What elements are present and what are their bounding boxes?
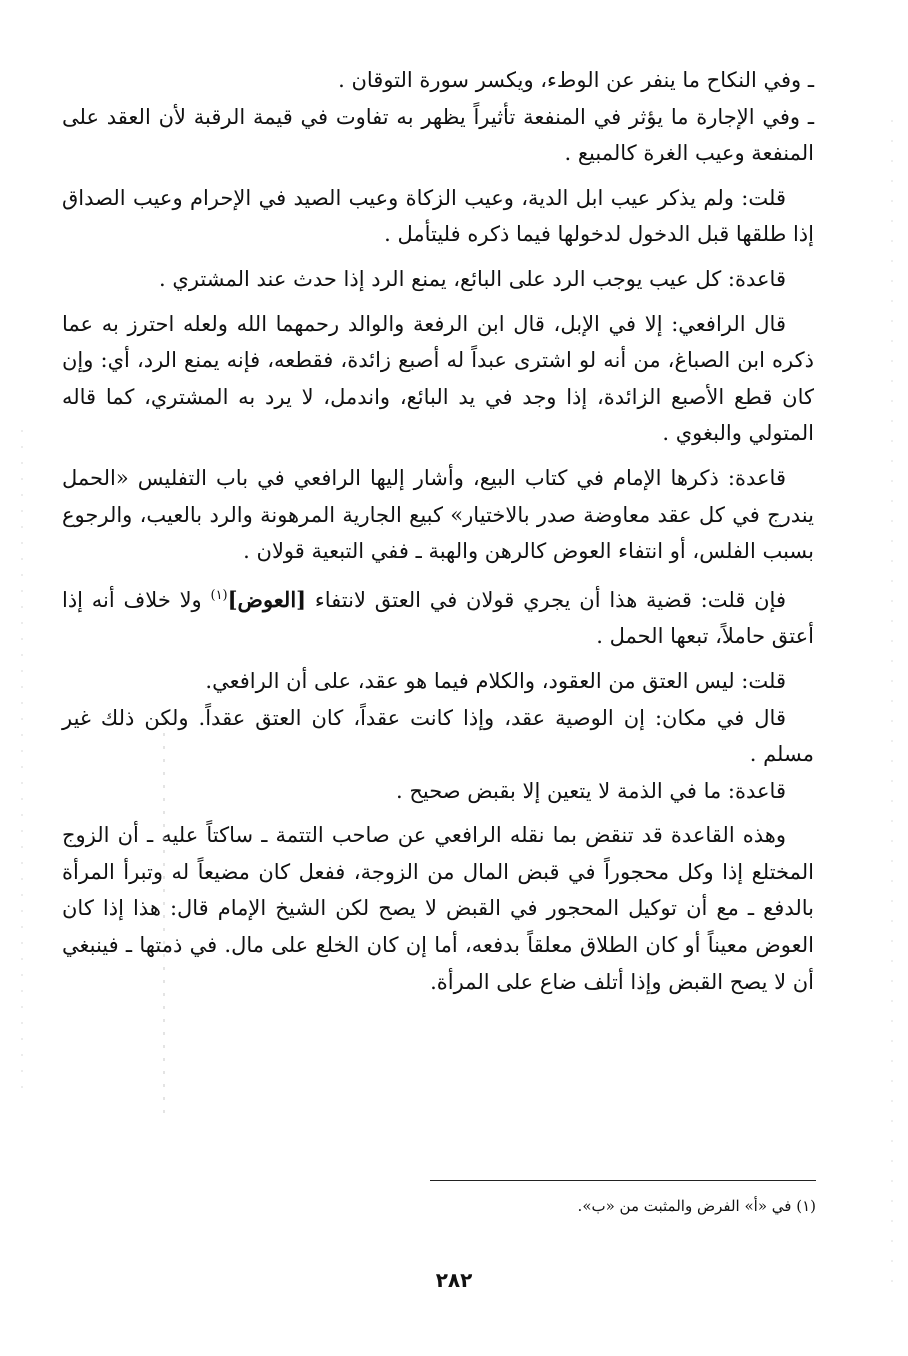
footnote-divider [430,1180,816,1181]
paragraph-7-end: ولا خلاف أنه إذا أعتق حاملاً، تبعها الحمل . [62,587,814,649]
paragraph-5: قال الرافعي: إلا في الإبل، قال ابن الرفعة والوالد رحمهما الله ولعله احترز به عما ذكره ابن الصباغ، من أنه لو اشترى عبداً له أصبع زائدة، فقطعه، فإنه يمنع الرد، أي: وإن كان قطع الأصبع الزائدة، إذا وجد في يد البائع، واندمل، لا يرد به المشتري، كما قاله المتولي والبغوي . [62,311,814,446]
paragraph-9: قال في مكان: إن الوصية عقد، وإذا كانت عقداً، كان العتق عقداً. ولكن ذلك غير مسلم . [62,705,814,767]
paragraph-4: قاعدة: كل عيب يوجب الرد على البائع، يمنع الرد إذا حدث عند المشتري . [159,266,786,291]
paragraph-3: قلت: ولم يذكر عيب ابل الدية، وعيب الزكاة وعيب الصيد في الإحرام وعيب الصداق إذا طلقها قبل الدخول لدخولها فيما ذكره فليتأمل . [62,185,814,247]
paragraph-7 [62,578,814,655]
paragraph-10: قاعدة: ما في الذمة لا يتعين إلا بقبض صحيح . [395,778,786,803]
main-text [62,62,814,1000]
paragraph-7-start: فإن قلت: قضية هذا أن يجري قولان في العتق لانتفاء [306,587,786,612]
paragraph-11: وهذه القاعدة قد تنقض بما نقله الرافعي عن صاحب التتمة ـ ساكتاً عليه ـ أن الزوج المختلع إذا وكل محجوراً في قبض المال من الزوجة، ففعل كان مضيعاً له وتبرأ المرأة بالدفع ـ مع أن توكيل المحجور في القبض لا يصح لكن الشيخ الإمام قال: هذا إذا كان العوض معيناً أو كان الطلاق معلقاً بدفعه، أما إن كان الخلع على مال. في ذمتها ـ فينبغي أن لا يصح القبض وإذا أتلف ضاع على المرأة. [62,823,814,994]
footnote: (١) في «أ» الفرض والمثبت من «ب». [577,1197,816,1215]
bracketed-word: [العوض] [227,586,307,612]
paragraph-2: ـ وفي الإجارة ما يؤثر في المنفعة تأثيراً يظهر به تفاوت في قيمة الرقبة لأن العقد على المنفعة وعيب الغرة كالمبيع . [62,104,814,166]
footnote-marker: (١) [210,587,228,603]
paragraph-8: قلت: ليس العتق من العقود، والكلام فيما هو عقد، على أن الرافعي. [205,668,786,693]
page-number: ٢٨٢ [435,1268,473,1292]
paragraph-6: قاعدة: ذكرها الإمام في كتاب البيع، وأشار إليها الرافعي في باب التفليس «الحمل يندرج في كل عقد معاوضة صدر بالاختيار» كبيع الجارية المرهونة والرد بالعيب، والرجوع بسبب الفلس، أو انتفاء العوض كالرهن والهبة ـ ففي التبعية قولان . [62,465,814,564]
paragraph-1: ـ وفي النكاح ما ينفر عن الوطء، ويكسر سورة التوقان . [338,68,814,92]
